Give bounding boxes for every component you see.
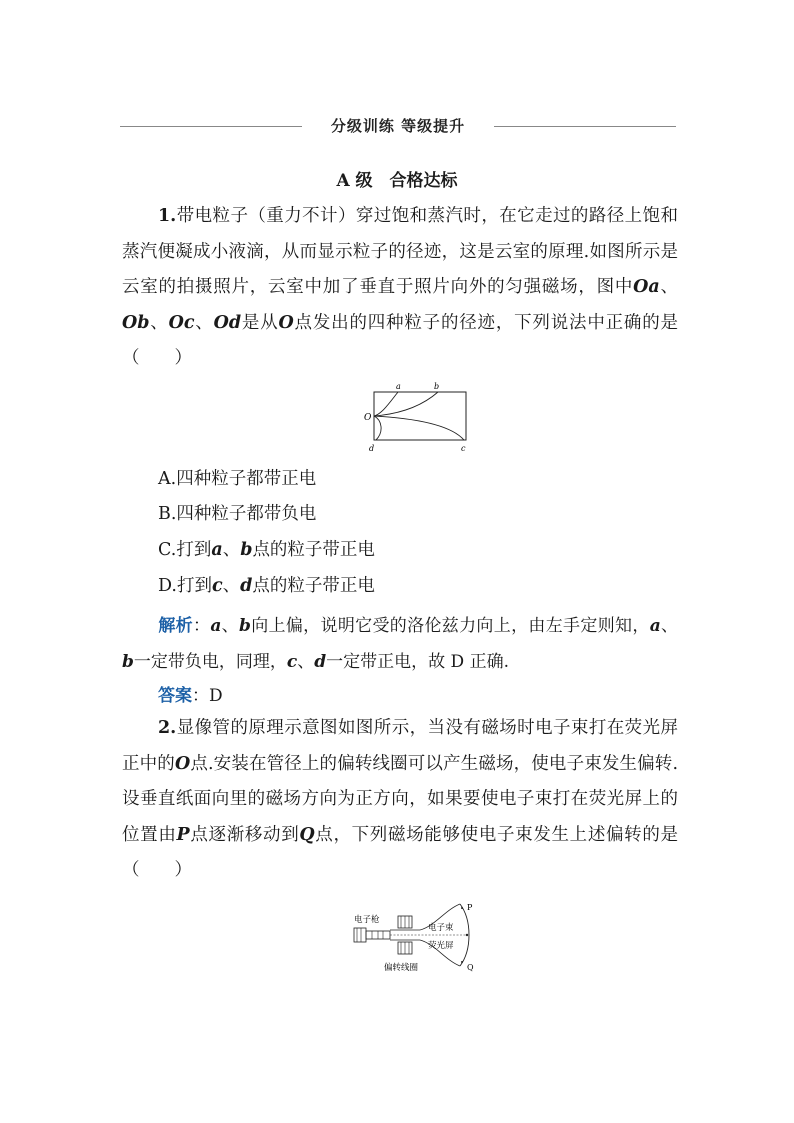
label-d: d — [369, 444, 375, 453]
question-2-text: 2.显像管的原理示意图如图所示，当没有磁场时电子束打在荧光屏正中的O点.安装在管径上的偏转线圈可以产生磁场，使电子束发生偏转.设垂直纸面向里的磁场方向为正方向，如果要使电子束打在荧光屏上的位置由P点逐渐移动到Q点，下列磁场能够使电子束发生上述偏转的是（ ） — [122, 718, 679, 880]
question-2-number: 2. — [158, 718, 177, 738]
track-oc — [374, 416, 464, 440]
label-q: Q — [467, 963, 474, 972]
label-b: b — [434, 382, 440, 391]
answer-label: 答案 — [158, 686, 192, 706]
question-1-text: 1.带电粒子（重力不计）穿过饱和蒸汽时，在它走过的路径上饱和蒸汽便凝成小液滴，从而显示粒子的径迹，这是云室的原理.如图所示是云室的拍摄照片，云室中加了垂直于照片向外的匀强磁场，图中Oa、Ob、Oc、Od是从O点发出的四种粒子的径迹，下列说法中正确的是（ ） — [122, 206, 679, 368]
header-title: 分级训练 等级提升 — [330, 117, 466, 135]
header-divider-right — [494, 126, 676, 127]
label-deflection-coil: 偏转线圈 — [384, 963, 419, 973]
label-c: c — [461, 444, 466, 453]
label-o: O — [364, 413, 372, 423]
option-b: B.四种粒子都带负电 — [158, 504, 317, 524]
label-screen: 荧光屏 — [428, 941, 454, 951]
section-title: A 级 合格达标 — [336, 171, 458, 191]
label-electron-gun: 电子枪 — [354, 915, 380, 925]
label-p: P — [467, 903, 473, 912]
label-electron-beam: 电子束 — [428, 923, 454, 933]
cloud-chamber-figure — [360, 380, 475, 456]
option-a: A.四种粒子都带正电 — [158, 469, 317, 489]
track-ob — [374, 392, 438, 416]
analysis-label: 解析 — [158, 616, 193, 636]
answer-line — [158, 682, 223, 710]
label-a: a — [396, 382, 401, 391]
answer-value: ：D — [192, 686, 223, 706]
option-d: D.打到c、d点的粒子带正电 — [158, 576, 375, 596]
analysis-text: 解析：a、b向上偏，说明它受的洛伦兹力向上，由左手定则知，a、b一定带负电，同理，c、d一定带正电，故 D 正确. — [122, 616, 679, 672]
option-c: C.打到a、b点的粒子带正电 — [158, 540, 375, 560]
header-divider-left — [120, 126, 302, 127]
track-oa — [374, 392, 398, 416]
crt-schematic-figure — [350, 900, 480, 974]
section-header — [120, 113, 676, 141]
question-1-number: 1. — [158, 206, 177, 226]
track-od — [374, 416, 381, 440]
